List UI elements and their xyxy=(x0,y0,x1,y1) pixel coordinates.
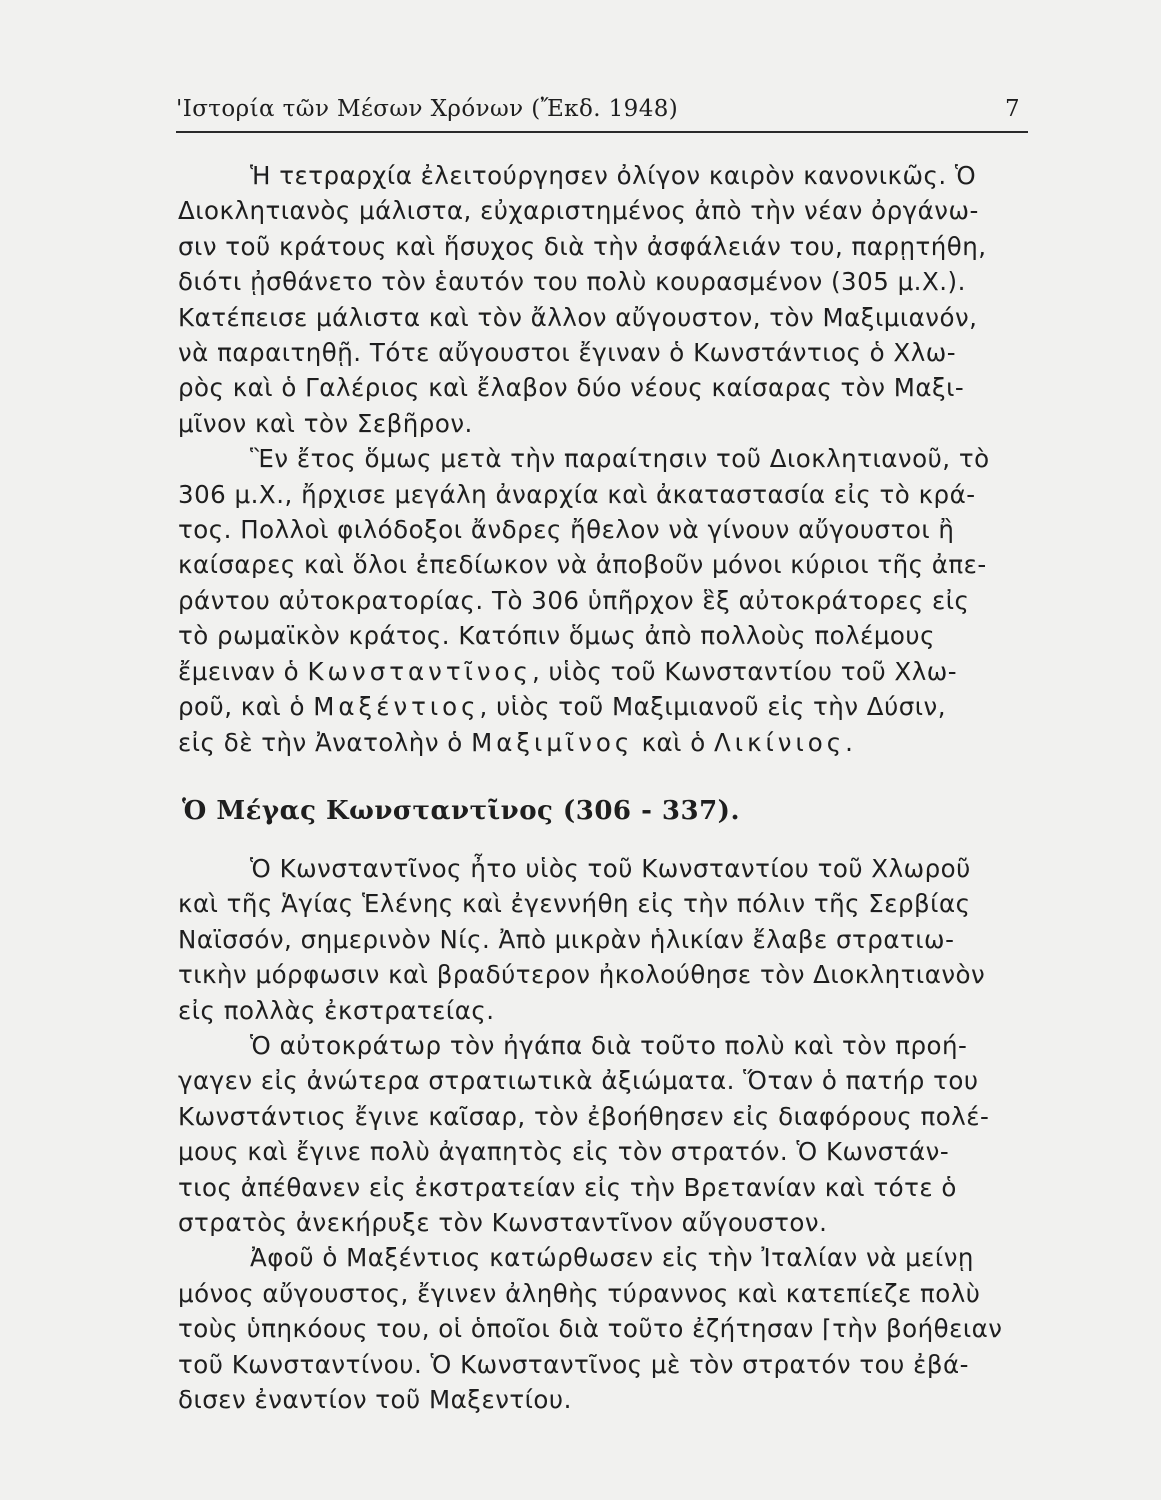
text-line: Κατέπεισε μάλιστα καὶ τὸν ἄλλον αὔγουστον, τὸν Μαξιμιανόν, xyxy=(178,302,978,332)
text-line: καίσαρες καὶ ὅλοι ἐπεδίωκον νὰ ἀποβοῦν μόνοι κύριοι τῆς ἀπε- xyxy=(178,550,987,580)
text-line: γαγεν εἰς ἀνώτερα στρατιωτικὰ ἀξιώματα. Ὅταν ὁ πατήρ του xyxy=(178,1066,979,1096)
text-line: τικὴν μόρφωσιν καὶ βραδύτερον ἠκολούθησε τὸν Διοκλητιανὸν xyxy=(178,960,986,990)
name-constantine: Κωνσταντῖνος xyxy=(307,656,532,686)
text-line: δισεν ἐναντίον τοῦ Μαξεντίου. xyxy=(178,1385,572,1415)
text-line: τὸ ρωμαϊκὸν κράτος. Κατόπιν ὅμως ἀπὸ πολλοὺς πολέμους xyxy=(178,621,935,651)
text-line: τιος ἀπέθανεν εἰς ἐκστρατείαν εἰς τὴν Βρετανίαν καὶ τότε ὁ xyxy=(178,1172,957,1202)
text-line: σιν τοῦ κράτους καὶ ἥσυχος διὰ τὴν ἀσφάλειάν του, παρῃτήθη, xyxy=(178,231,987,261)
text-run: , υἱὸς τοῦ Κωνσταντίου τοῦ Χλω- xyxy=(531,656,958,686)
text-line: Κωνστάντιος ἔγινε καῖσαρ, τὸν ἐβοήθησεν εἰς διαφόρους πολέ- xyxy=(178,1101,990,1131)
text-line: μῖνον καὶ τὸν Σεβῆρον. xyxy=(178,408,473,438)
text-line: Ναϊσσόν, σημερινὸν Νίς. Ἀπὸ μικρὰν ἡλικίαν ἔλαβε στρατιω- xyxy=(178,924,955,954)
name-maximinus: Μαξιμῖνος xyxy=(471,727,634,757)
running-header xyxy=(176,96,1020,132)
text-line: Ὁ Κωνσταντῖνος ἦτο υἱὸς τοῦ Κωνσταντίου τοῦ Χλωροῦ xyxy=(250,854,971,883)
text-line: διότι ᾐσθάνετο τὸν ἑαυτόν του πολὺ κουρασμένον (305 μ.Χ.). xyxy=(178,267,966,297)
text-line: τοὺς ὑπηκόους του, οἱ ὁποῖοι διὰ τοῦτο ἐζήτησαν ⌈τὴν βοήθειαν xyxy=(178,1314,1003,1344)
text-line: τοῦ Κωνσταντίνου. Ὁ Κωνσταντῖνος μὲ τὸν στρατόν του ἐβά- xyxy=(178,1349,969,1379)
text-line xyxy=(178,689,1044,724)
text-run: ἔμειναν ὁ xyxy=(178,656,308,686)
page-number: 7 xyxy=(1004,96,1020,122)
text-run: καὶ ὁ xyxy=(633,727,715,757)
text-run: , υἱὸς τοῦ Μαξιμιανοῦ εἰς τὴν Δύσιν, xyxy=(479,692,947,722)
text-line: Διοκλητιανὸς μάλιστα, εὐχαριστημένος ἀπὸ τὴν νέαν ὀργάνω- xyxy=(178,196,979,226)
section-heading: Ὁ Μέγας Κωνσταντῖνος (306 - 337). xyxy=(182,796,741,826)
header-title: 'Ιστορία τῶν Μέσων Χρόνων (Ἔκδ. 1948) xyxy=(176,96,679,122)
text-line: ρὸς καὶ ὁ Γαλέριος καὶ ἔλαβον δύο νέους καίσαρας τὸν Μαξι- xyxy=(178,373,965,403)
text-line xyxy=(178,725,1044,760)
text-line: Ὁ αὐτοκράτωρ τὸν ἠγάπα διὰ τοῦτο πολὺ καὶ τὸν προή- xyxy=(250,1031,968,1061)
text-line: ράντου αὐτοκρατορίας. Τὸ 306 ὑπῆρχον ἓξ αὐτοκράτορες εἰς xyxy=(178,585,970,615)
section-constantine xyxy=(178,851,1044,1418)
text-line xyxy=(178,654,1044,689)
name-maxentius: Μαξέντιος xyxy=(313,692,480,722)
text-line: στρατὸς ἀνεκήρυξε τὸν Κωνσταντῖνον αὔγουστον. xyxy=(178,1208,828,1238)
text-line: μόνος αὔγουστος, ἔγινεν ἀληθὴς τύραννος καὶ κατεπίεζε πολὺ xyxy=(178,1278,981,1308)
text-line: Ἡ τετραρχία ἐλειτούργησεν ὀλίγον καιρὸν κανονικῶς. Ὁ xyxy=(250,161,977,190)
text-run: . xyxy=(845,727,854,757)
name-licinius: Λικίνιος xyxy=(714,727,846,757)
text-line: τος. Πολλοὶ φιλόδοξοι ἄνδρες ἤθελον νὰ γίνουν αὔγουστοι ἢ xyxy=(178,515,955,545)
header-rule xyxy=(176,131,1028,133)
text-line: καὶ τῆς Ἁγίας Ἑλένης καὶ ἐγεννήθη εἰς τὴν πόλιν τῆς Σερβίας xyxy=(178,889,971,919)
text-line: εἰς πολλὰς ἐκστρατείας. xyxy=(178,995,495,1025)
text-line: 306 μ.Χ., ἤρχισε μεγάλη ἀναρχία καὶ ἀκαταστασία εἰς τὸ κρά- xyxy=(178,479,976,509)
text-line: νὰ παραιτηθῇ. Τότε αὔγουστοι ἔγιναν ὁ Κωνστάντιος ὁ Χλω- xyxy=(178,338,957,368)
section-tetrarchy xyxy=(178,158,1044,760)
text-line: μους καὶ ἔγινε πολὺ ἀγαπητὸς εἰς τὸν στρατόν. Ὁ Κωνστάν- xyxy=(178,1137,950,1167)
text-run: εἰς δὲ τὴν Ἀνατολὴν ὁ xyxy=(178,727,472,757)
text-line: Ἓν ἔτος ὅμως μετὰ τὴν παραίτησιν τοῦ Διοκλητιανοῦ, τὸ xyxy=(250,444,990,474)
text-run: ροῦ, καὶ ὁ xyxy=(178,692,314,722)
text-line: Ἀφοῦ ὁ Μαξέντιος κατώρθωσεν εἰς τὴν Ἰταλίαν νὰ μείνῃ xyxy=(250,1243,974,1273)
